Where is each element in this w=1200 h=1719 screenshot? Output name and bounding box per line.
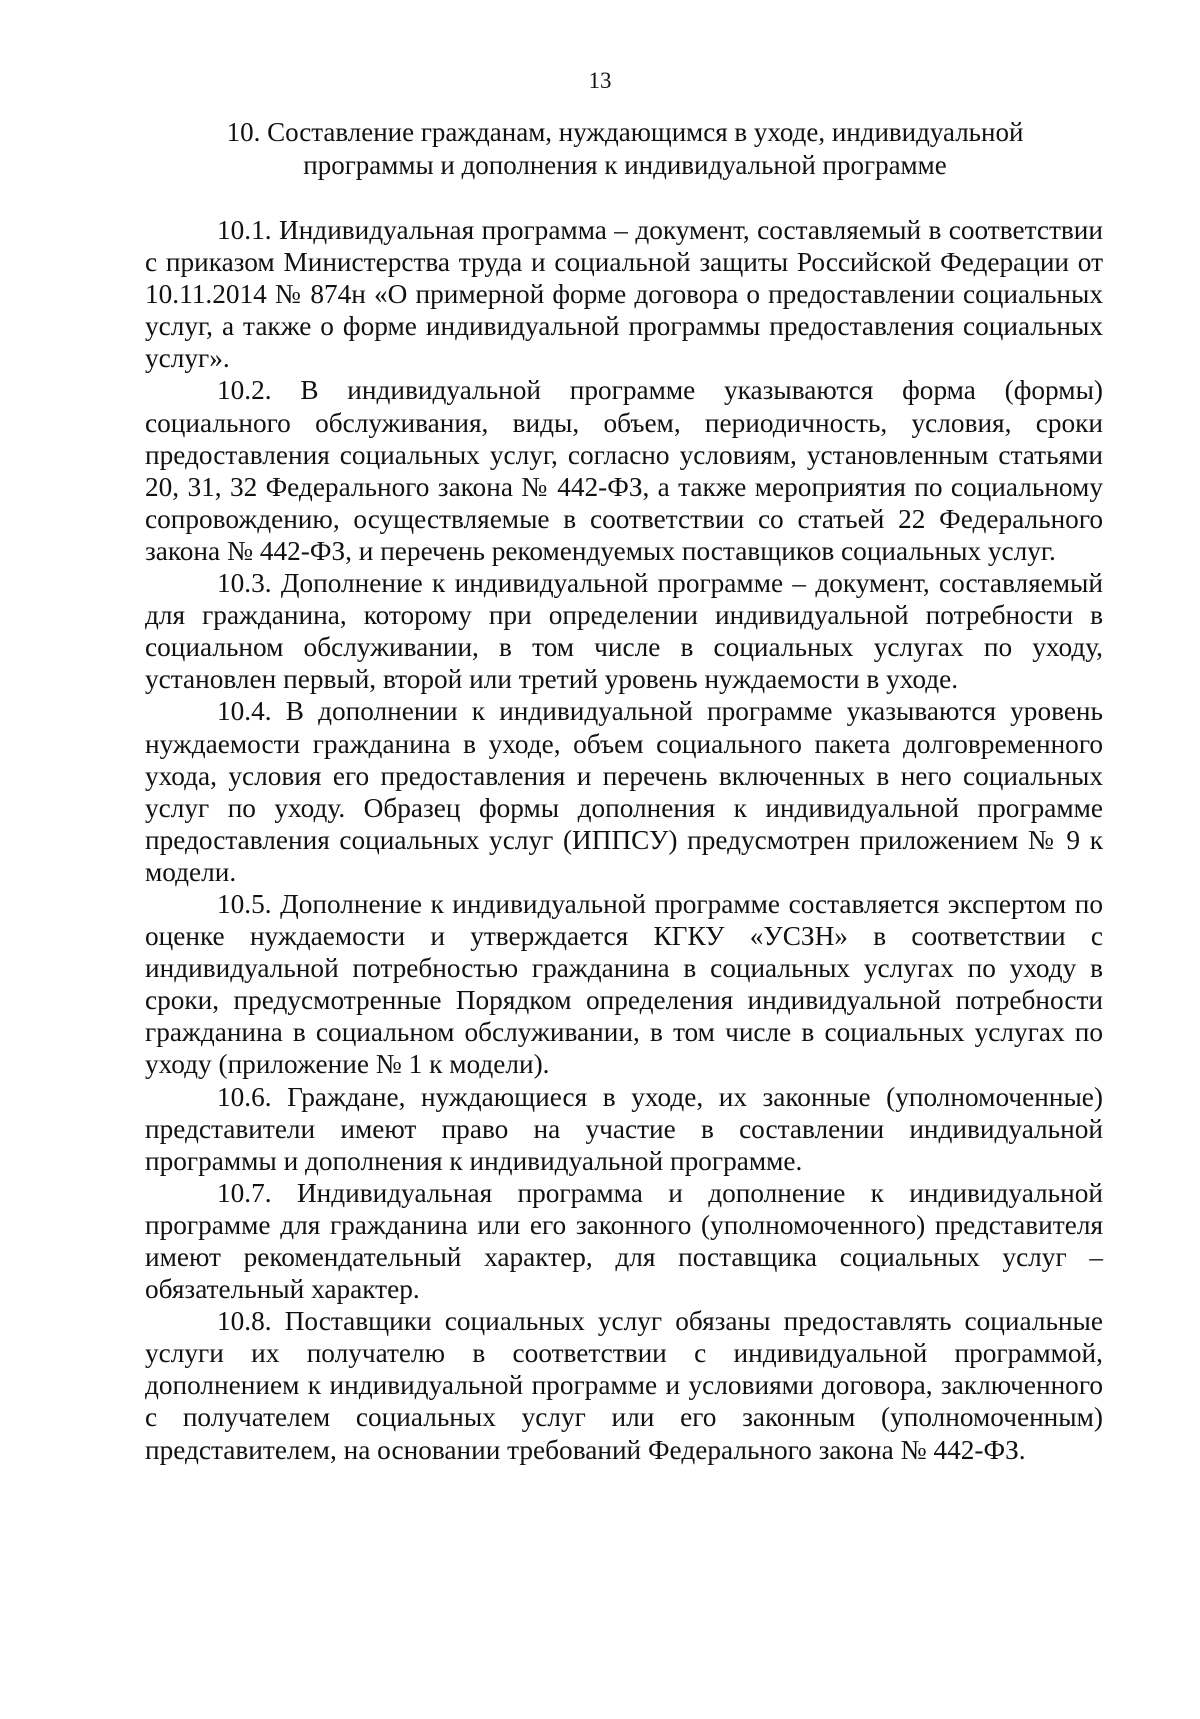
paragraph-10-1: 10.1. Индивидуальная программа – документ, составляемый в соответствии с приказом Министерства труда и социальной защиты Российской Федерации от 10.11.2014 № 874н «О примерной форме договора о предоставлении социальных услуг, а также о форме индивидуальной программы предоставления социальных услуг». (145, 215, 1103, 374)
section-heading-line-2: программы и дополнения к индивидуальной программе (303, 150, 947, 180)
document-body (145, 214, 1103, 1466)
paragraph-10-4: 10.4. В дополнении к индивидуальной программе указываются уровень нуждаемости гражданина в уходе, объем социального пакета долговременного ухода, условия его предоставления и перечень включенных в него социальных услуг по уходу. Образец формы дополнения к индивидуальной программе предоставления социальных услуг (ИППСУ) предусмотрен приложением № 9 к модели. (145, 696, 1103, 887)
paragraph-10-5: 10.5. Дополнение к индивидуальной программе составляется экспертом по оценке нуждаемости и утверждается КГКУ «УСЗН» в соответствии с индивидуальной потребностью гражданина в социальных услугах по уходу в сроки, предусмотренные Порядком определения индивидуальной потребности гражданина в социальном обслуживании, в том числе в социальных услугах по уходу (приложение № 1 к модели). (145, 888, 1103, 1080)
paragraph-10-6: 10.6. Граждане, нуждающиеся в уходе, их законные (уполномоченные) представители имеют право на участие в составлении индивидуальной программы и дополнения к индивидуальной программе. (145, 1081, 1103, 1176)
paragraph-10-2: 10.2. В индивидуальной программе указываются форма (формы) социального обслуживания, виды, объем, периодичность, условия, сроки предоставления социальных услуг, согласно условиям, установленным статьями 20, 31, 32 Федерального закона № 442-ФЗ, а также мероприятия по социальному сопровождению, осуществляемые в соответствии со статьей 22 Федерального закона № 442-ФЗ, и перечень рекомендуемых поставщиков социальных услуг. (145, 375, 1103, 566)
page-number: 13 (588, 68, 612, 93)
paragraph-10-7: 10.7. Индивидуальная программа и дополнение к индивидуальной программе для гражданина или его законного (уполномоченного) представителя имеют рекомендательный характер, для поставщика социальных услуг – обязательный характер. (145, 1177, 1103, 1305)
section-heading (170, 116, 1080, 182)
section-heading-line-1: 10. Составление гражданам, нуждающимся в уходе, индивидуальной (226, 117, 1024, 147)
paragraph-10-8: 10.8. Поставщики социальных услуг обязаны предоставлять социальные услуги их получателю в соответствии с индивидуальной программой, дополнением к индивидуальной программе и условиями договора, заключенного с получателем социальных услуг или его законным (уполномоченным) представителем, на основании требований Федерального закона № 442-ФЗ. (145, 1306, 1103, 1465)
paragraph-10-3: 10.3. Дополнение к индивидуальной программе – документ, составляемый для гражданина, которому при определении индивидуальной потребности в социальном обслуживании, в том числе в социальных услугах по уходу, установлен первый, второй или третий уровень нуждаемости в уходе. (145, 568, 1103, 695)
